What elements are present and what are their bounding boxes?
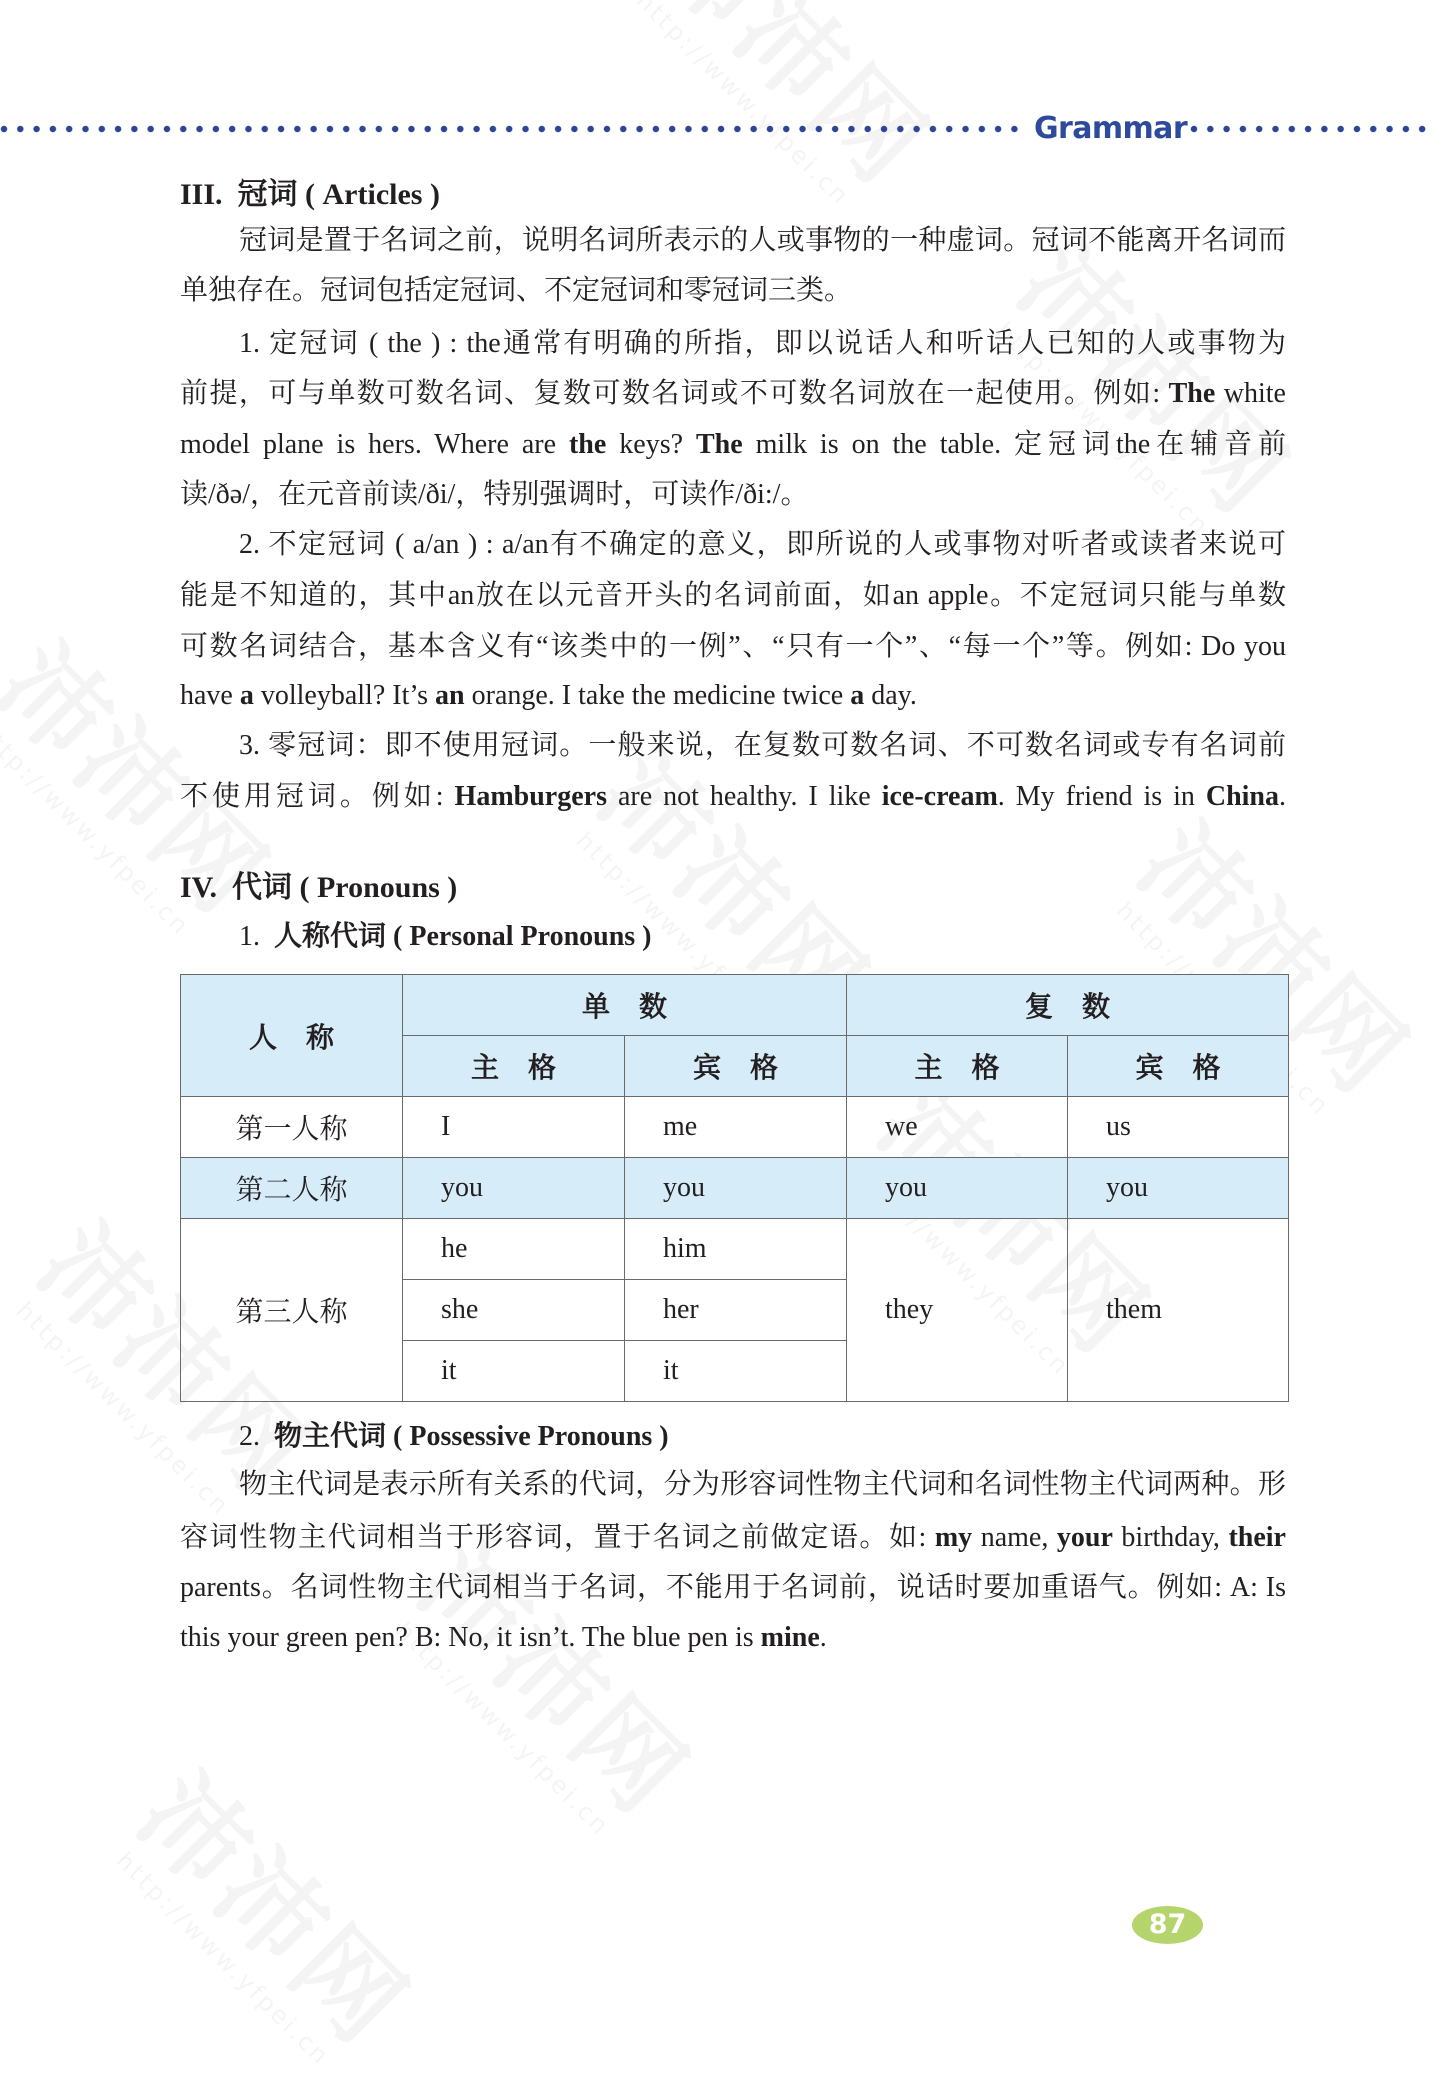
text-line: [180, 425, 1286, 465]
table-row: [181, 1219, 1289, 1280]
cell-person: 第一人称: [181, 1097, 403, 1158]
bold-example-text: China: [1205, 781, 1279, 812]
cell-plural-subjective: they: [847, 1219, 1068, 1402]
subheading-title-en: ( Possessive Pronouns ): [393, 1421, 669, 1452]
bold-example-text: The: [1168, 378, 1216, 409]
header-dotted-rule-left: [0, 125, 1024, 133]
text-line: [180, 777, 1286, 817]
text-segment: 读/ðə/，在元音前读/ði/，特别强调时，可读作/ði:/。: [180, 479, 809, 510]
cell-plural-subjective: we: [847, 1097, 1068, 1158]
personal-pronouns-table: [180, 974, 1289, 1402]
cell-plural-subjective: you: [847, 1158, 1068, 1219]
text-segment: white: [1215, 378, 1286, 409]
text-line: [180, 1618, 1286, 1658]
header-plural: 复 数: [847, 975, 1289, 1036]
text-segment: 能是不知道的，其中an放在以元音开头的名词前面，如an apple。不定冠词只能与单数: [180, 580, 1286, 611]
subheading-title-en: ( Personal Pronouns ): [393, 921, 652, 952]
section-heading-pronouns: [180, 868, 457, 908]
text-segment: 容词性物主代词相当于形容词，置于名词之前做定语。如:: [180, 1522, 935, 1553]
text-segment: model plane is hers. Where are: [180, 429, 569, 460]
text-segment: volleyball? It’s: [253, 680, 436, 711]
heading-title-zh: 冠词: [237, 178, 298, 211]
text-segment: 单独存在。冠词包括定冠词、不定冠词和零冠词三类。: [180, 275, 853, 306]
bold-example-text: the: [568, 429, 607, 460]
cell-singular-objective: him: [625, 1219, 847, 1280]
text-line: [239, 525, 1286, 565]
header-singular-subjective: 主 格: [403, 1036, 625, 1097]
text-segment: have: [180, 680, 240, 711]
text-line: [239, 1465, 1286, 1505]
cell-person: 第三人称: [181, 1219, 403, 1402]
cell-plural-objective: us: [1068, 1097, 1289, 1158]
heading-number: IV.: [180, 871, 217, 904]
cell-plural-objective: you: [1068, 1158, 1289, 1219]
text-segment: orange. I take the medicine twice: [464, 680, 851, 711]
bold-example-text: a: [239, 680, 254, 711]
text-line: [239, 726, 1286, 766]
cell-singular-subjective: it: [403, 1341, 625, 1402]
heading-title-en: ( Articles ): [305, 178, 440, 211]
cell-singular-subjective: he: [403, 1219, 625, 1280]
bold-example-text: your: [1056, 1522, 1113, 1553]
text-segment: name,: [972, 1522, 1057, 1553]
header-person: 人 称: [181, 975, 403, 1097]
text-segment: day.: [864, 680, 917, 711]
text-segment: 可数名词结合，基本含义有“该类中的一例”、“只有一个”、“每一个”等。例如: Do you: [180, 631, 1286, 662]
section-heading-articles: [180, 175, 440, 215]
text-segment: 物主代词是表示所有关系的代词，分为形容词性物主代词和名词性物主代词两种。形: [239, 1469, 1286, 1500]
text-line: [180, 1518, 1286, 1558]
header-singular-objective: 宾 格: [625, 1036, 847, 1097]
text-line: [180, 374, 1286, 414]
text-line: [180, 271, 1286, 311]
header-plural-objective: 宾 格: [1068, 1036, 1289, 1097]
text-segment: milk is on the table. 定冠词the在辅音前: [742, 429, 1286, 460]
text-line: [180, 627, 1286, 667]
section-label: Grammar: [1034, 111, 1188, 146]
table-row: [181, 1097, 1289, 1158]
subheading-title-zh: 人称代词: [274, 921, 387, 952]
table-header-row: [181, 975, 1289, 1036]
text-line: [239, 324, 1286, 364]
subheading-personal-pronouns: [239, 917, 652, 957]
text-segment: 不使用冠词。例如:: [180, 781, 455, 812]
bold-example-text: a: [850, 680, 865, 711]
watermark: [618, 0, 946, 224]
subheading-title-zh: 物主代词: [274, 1421, 387, 1452]
cell-plural-objective: them: [1068, 1219, 1289, 1402]
bold-example-text: mine: [760, 1622, 820, 1653]
text-line: [180, 475, 1286, 515]
bold-example-text: my: [934, 1522, 973, 1553]
subheading-number: 2.: [239, 1421, 260, 1452]
text-segment: 1. 定冠词 ( the ) : the通常有明确的所指，即以说话人和听话人已知的人或事物为: [239, 328, 1286, 359]
heading-number: III.: [180, 178, 223, 211]
heading-title-en: ( Pronouns ): [299, 871, 458, 904]
text-line: [180, 1568, 1286, 1608]
subheading-possessive-pronouns: [239, 1417, 669, 1457]
text-segment: this your green pen? B: No, it isn’t. The blue pen is: [180, 1622, 761, 1653]
watermark: [98, 1756, 426, 2084]
text-line: [180, 676, 1286, 716]
cell-singular-objective: you: [625, 1158, 847, 1219]
bold-example-text: their: [1228, 1522, 1286, 1553]
text-segment: 3. 零冠词：即不使用冠词。一般来说，在复数可数名词、不可数名词或专有名词前: [239, 730, 1286, 761]
header-singular: 单 数: [403, 975, 847, 1036]
cell-singular-objective: it: [625, 1341, 847, 1402]
text-segment: 前提，可与单数可数名词、复数可数名词或不可数名词放在一起使用。例如:: [180, 378, 1169, 409]
bold-example-text: The: [695, 429, 743, 460]
text-segment: birthday,: [1112, 1522, 1229, 1553]
bold-example-text: Hamburgers: [454, 781, 607, 812]
cell-singular-subjective: you: [403, 1158, 625, 1219]
cell-singular-objective: her: [625, 1280, 847, 1341]
text-segment: . My friend is in: [997, 781, 1206, 812]
text-segment: keys?: [606, 429, 696, 460]
cell-singular-subjective: she: [403, 1280, 625, 1341]
bold-example-text: ice-cream: [881, 781, 998, 812]
text-segment: parents。名词性物主代词相当于名词，不能用于名词前，说话时要加重语气。例如: A: Is: [180, 1572, 1286, 1603]
text-segment: .: [819, 1622, 827, 1653]
cell-singular-objective: me: [625, 1097, 847, 1158]
text-segment: 2. 不定冠词 ( a/an ) : a/an有不确定的意义，即所说的人或事物对听者或读者来说可: [239, 529, 1286, 560]
cell-person: 第二人称: [181, 1158, 403, 1219]
text-line: [180, 576, 1286, 616]
cell-singular-subjective: I: [403, 1097, 625, 1158]
table-row: [181, 1158, 1289, 1219]
bold-example-text: an: [435, 680, 465, 711]
page-number: 87: [1132, 1906, 1203, 1944]
text-segment: are not healthy. I like: [606, 781, 882, 812]
text-segment: 冠词是置于名词之前，说明名词所表示的人或事物的一种虚词。冠词不能离开名词而: [239, 225, 1286, 256]
header-plural-subjective: 主 格: [847, 1036, 1068, 1097]
subheading-number: 1.: [239, 921, 260, 952]
text-line: [239, 221, 1286, 261]
heading-title-zh: 代词: [231, 871, 292, 904]
header-dotted-rule-right: [1190, 125, 1434, 133]
text-segment: .: [1279, 781, 1286, 812]
